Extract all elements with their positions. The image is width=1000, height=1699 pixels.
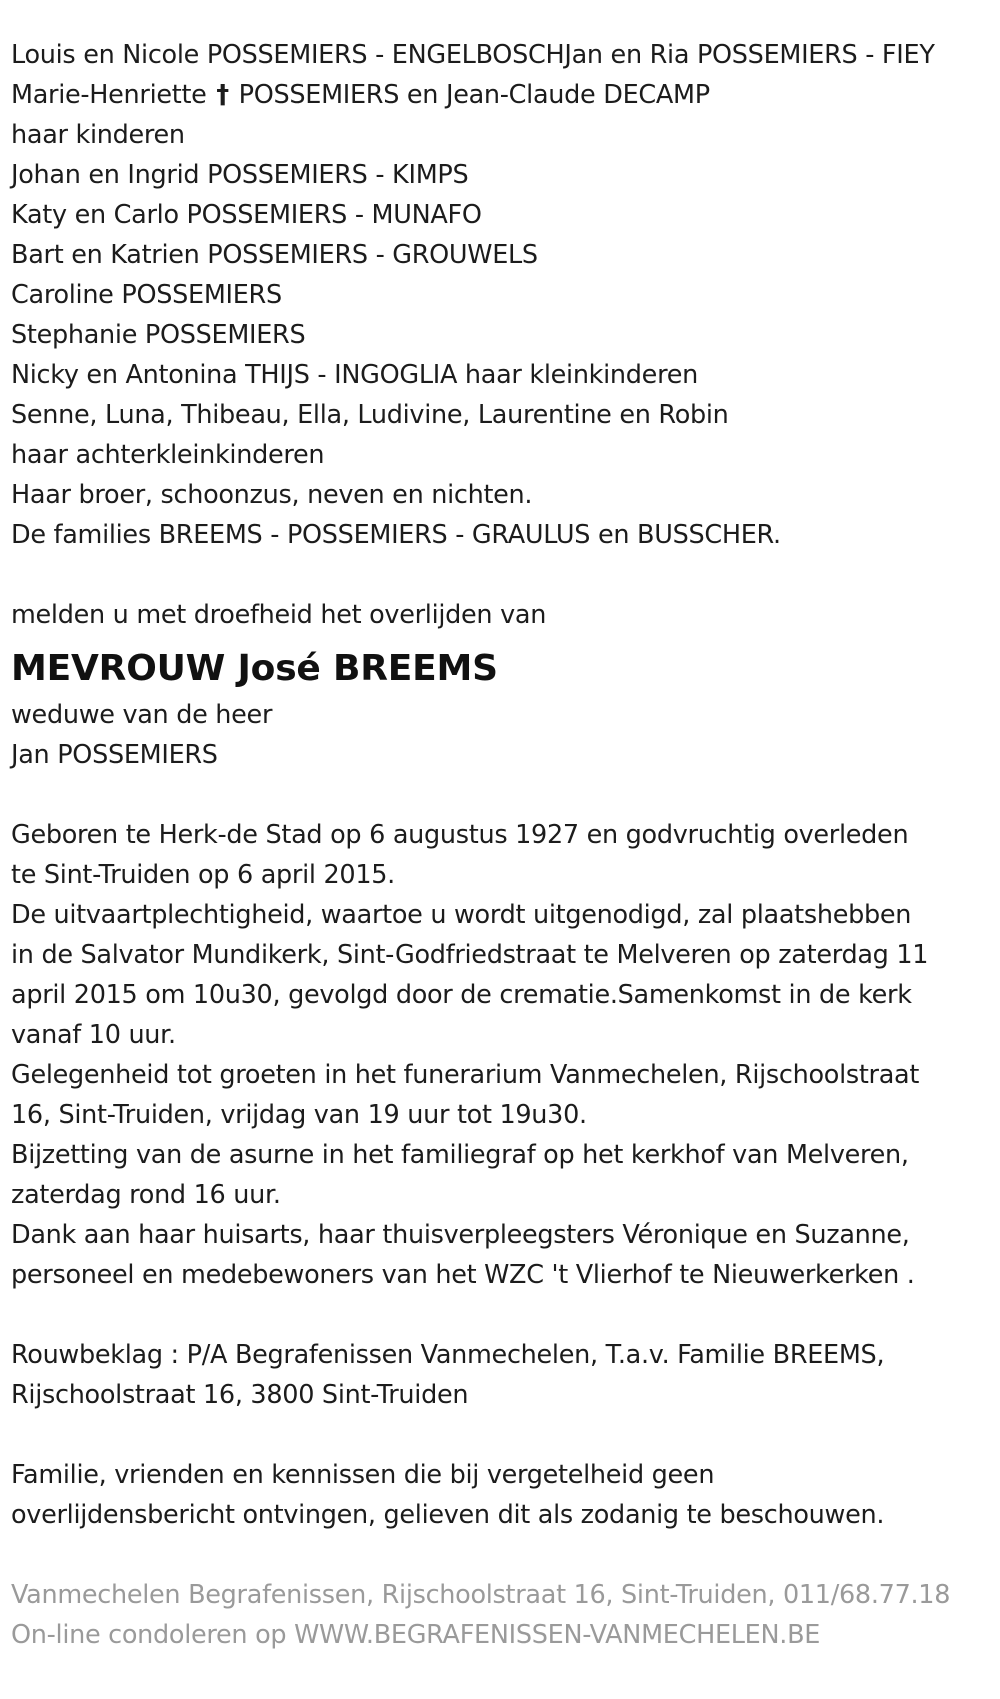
condolence-section: [11, 1335, 996, 1415]
family-line: Johan en Ingrid POSSEMIERS - KIMPS: [11, 160, 469, 190]
cross-icon: †: [216, 80, 229, 110]
spacer: [11, 775, 996, 815]
family-line: haar kinderen: [11, 120, 185, 150]
details-line: te Sint-Truiden op 6 april 2015.: [11, 860, 395, 890]
details-line: personeel en medebewoners van het WZC 't Vlierhof te Nieuwerkerken .: [11, 1260, 915, 1290]
details-section: [11, 815, 996, 1295]
details-line: april 2015 om 10u30, gevolgd door de crematie.Samenkomst in de kerk: [11, 980, 912, 1010]
footer: [11, 1575, 996, 1655]
family-section: [11, 35, 996, 555]
family-line: Haar broer, schoonzus, neven en nichten.: [11, 480, 533, 510]
details-line: vanaf 10 uur.: [11, 1020, 176, 1050]
details-line: Geboren te Herk-de Stad op 6 augustus 1927 en godvruchtig overleden: [11, 820, 909, 850]
footer-website: On-line condoleren op WWW.BEGRAFENISSEN-VANMECHELEN.BE: [11, 1620, 821, 1650]
details-line: Gelegenheid tot groeten in het funerarium Vanmechelen, Rijschoolstraat: [11, 1060, 920, 1090]
family-line: Nicky en Antonina THIJS - INGOGLIA haar kleinkinderen: [11, 360, 698, 390]
spacer: [11, 555, 996, 595]
family-line: Louis en Nicole POSSEMIERS - ENGELBOSCHJan en Ria POSSEMIERS - FIEY: [11, 40, 935, 70]
spacer: [11, 1535, 996, 1575]
family-line: haar achterkleinkinderen: [11, 440, 325, 470]
details-line: zaterdag rond 16 uur.: [11, 1180, 281, 1210]
condolence-line: Rouwbeklag : P/A Begrafenissen Vanmechelen, T.a.v. Familie BREEMS,: [11, 1340, 885, 1370]
family-line: Caroline POSSEMIERS: [11, 280, 282, 310]
details-line: Bijzetting van de asurne in het familiegraf op het kerkhof van Melveren,: [11, 1140, 909, 1170]
notice-section: [11, 1455, 996, 1535]
condolence-line: Rijschoolstraat 16, 3800 Sint-Truiden: [11, 1380, 469, 1410]
family-line-part: POSSEMIERS en Jean-Claude DECAMP: [238, 80, 710, 110]
obituary-notice: [11, 35, 996, 1655]
family-line: De families BREEMS - POSSEMIERS - GRAULUS en BUSSCHER.: [11, 520, 781, 550]
family-line-with-cross: [11, 75, 996, 115]
widow-line: Jan POSSEMIERS: [11, 740, 218, 770]
notice-line: Familie, vrienden en kennissen die bij vergetelheid geen: [11, 1460, 715, 1490]
family-line: Katy en Carlo POSSEMIERS - MUNAFO: [11, 200, 482, 230]
details-line: 16, Sint-Truiden, vrijdag van 19 uur tot 19u30.: [11, 1100, 587, 1130]
spacer: [11, 1415, 996, 1455]
details-line: Dank aan haar huisarts, haar thuisverpleegsters Véronique en Suzanne,: [11, 1220, 910, 1250]
notice-line: overlijdensbericht ontvingen, gelieven dit als zodanig te beschouwen.: [11, 1500, 885, 1530]
family-line: Bart en Katrien POSSEMIERS - GROUWELS: [11, 240, 538, 270]
deceased-name: MEVROUW José BREEMS: [11, 648, 498, 689]
footer-address: Vanmechelen Begrafenissen, Rijschoolstraat 16, Sint-Truiden, 011/68.77.18: [11, 1580, 951, 1610]
details-line: in de Salvator Mundikerk, Sint-Godfriedstraat te Melveren op zaterdag 11: [11, 940, 929, 970]
family-line: Senne, Luna, Thibeau, Ella, Ludivine, Laurentine en Robin: [11, 400, 729, 430]
spacer: [11, 1295, 996, 1335]
details-line: De uitvaartplechtigheid, waartoe u wordt uitgenodigd, zal plaatshebben: [11, 900, 912, 930]
announcement-text: melden u met droefheid het overlijden van: [11, 600, 547, 630]
widow-line: weduwe van de heer: [11, 700, 273, 730]
family-line: Stephanie POSSEMIERS: [11, 320, 306, 350]
family-line-part: Marie-Henriette: [11, 80, 207, 110]
